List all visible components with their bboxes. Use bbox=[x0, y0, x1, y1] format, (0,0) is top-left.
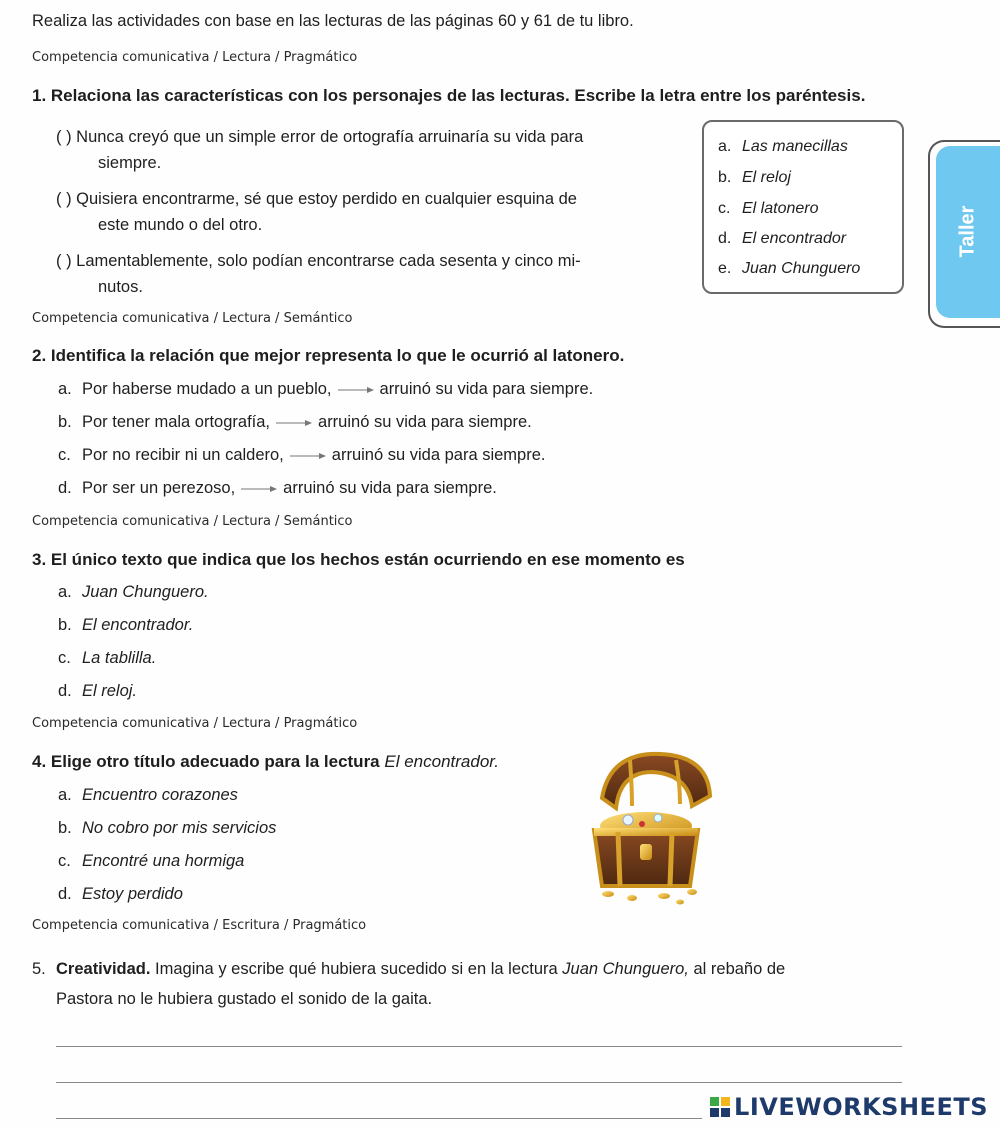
treasure-chest-illustration bbox=[580, 748, 720, 908]
q4-option-c[interactable]: c. Encontré una hormiga bbox=[58, 852, 245, 870]
q1-item-2-line1: ( ) Quisiera encontrarme, sé que estoy perdido en cualquier esquina de bbox=[56, 190, 577, 208]
q1-item-2[interactable] bbox=[56, 186, 676, 238]
answer-line-3[interactable] bbox=[56, 1118, 702, 1119]
q1-item-3[interactable] bbox=[56, 248, 676, 300]
q2-option-d[interactable]: d. Por ser un perezoso, arruinó su vida para siempre. bbox=[58, 479, 497, 497]
taller-tab bbox=[928, 140, 1000, 325]
arrow-right-icon bbox=[276, 419, 312, 427]
competencia-label: Competencia comunicativa / Lectura / Semántico bbox=[32, 311, 353, 326]
arrow-right-icon bbox=[290, 452, 326, 460]
arrow-right-icon bbox=[338, 386, 374, 394]
q1-item-1-line1: ( ) Nunca creyó que un simple error de ortografía arruinaría su vida para bbox=[56, 128, 584, 146]
character-b: b. El reloj bbox=[718, 169, 791, 186]
q1-item-3-line2: nutos. bbox=[98, 278, 143, 296]
q2-option-a[interactable]: a. Por haberse mudado a un pueblo, arruinó su vida para siempre. bbox=[58, 380, 594, 398]
competencia-label: Competencia comunicativa / Lectura / Pragmático bbox=[32, 716, 358, 731]
instructions: Realiza las actividades con base en las lecturas de las páginas 60 y 61 de tu libro. bbox=[32, 12, 634, 30]
character-e: e. Juan Chunguero bbox=[718, 260, 861, 277]
q4-option-a[interactable]: a. Encuentro corazones bbox=[58, 786, 238, 804]
liveworksheets-logo: LIVEWORKSHEETS bbox=[710, 1093, 988, 1121]
q1-item-1-line2: siempre. bbox=[98, 154, 162, 172]
taller-label: Taller bbox=[956, 205, 979, 258]
competencia-label: Competencia comunicativa / Escritura / Pragmático bbox=[32, 918, 367, 933]
arrow-right-icon bbox=[241, 485, 277, 493]
q2-option-c[interactable]: c. Por no recibir ni un caldero, arruinó su vida para siempre. bbox=[58, 446, 546, 464]
q3-option-b[interactable]: b. El encontrador. bbox=[58, 616, 194, 634]
q2-option-b[interactable]: b. Por tener mala ortografía, arruinó su vida para siempre. bbox=[58, 413, 532, 431]
question-3-title: 3. El único texto que indica que los hechos están ocurriendo en ese momento es bbox=[32, 550, 685, 569]
competencia-label: Competencia comunicativa / Lectura / Semántico bbox=[32, 514, 353, 529]
character-d: d. El encontrador bbox=[718, 230, 847, 247]
question-5-prompt: 5. Creatividad. Imagina y escribe qué hubiera sucedido si en la lectura Juan Chunguero, al rebaño de Pastora no le hubiera gustado el sonido de la gaita. bbox=[32, 960, 786, 1008]
q3-option-c[interactable]: c. La tablilla. bbox=[58, 649, 157, 667]
character-c: c. El latonero bbox=[718, 200, 819, 217]
question-2-title: 2. Identifica la relación que mejor representa lo que le ocurrió al latonero. bbox=[32, 346, 625, 365]
q4-option-d[interactable]: d. Estoy perdido bbox=[58, 885, 183, 903]
q3-option-d[interactable]: d. El reloj. bbox=[58, 682, 138, 700]
answer-line-2[interactable] bbox=[56, 1082, 902, 1083]
q3-option-a[interactable]: a. Juan Chunguero. bbox=[58, 583, 209, 601]
q1-item-1[interactable] bbox=[56, 124, 676, 176]
q4-option-b[interactable]: b. No cobro por mis servicios bbox=[58, 819, 277, 837]
q1-item-3-line1: ( ) Lamentablemente, solo podían encontrarse cada sesenta y cinco mi- bbox=[56, 252, 581, 270]
answer-line-1[interactable] bbox=[56, 1046, 902, 1047]
competencia-label: Competencia comunicativa / Lectura / Pragmático bbox=[32, 50, 358, 65]
q1-item-2-line2: este mundo o del otro. bbox=[98, 216, 263, 234]
liveworksheets-logo-icon bbox=[710, 1097, 730, 1117]
characters-box bbox=[702, 120, 904, 294]
question-4-title: 4. Elige otro título adecuado para la lectura El encontrador. bbox=[32, 752, 500, 771]
question-1-title: 1. Relaciona las características con los personajes de las lecturas. Escribe la letra entre los paréntesis. bbox=[32, 86, 866, 105]
character-a: a. Las manecillas bbox=[718, 138, 848, 155]
